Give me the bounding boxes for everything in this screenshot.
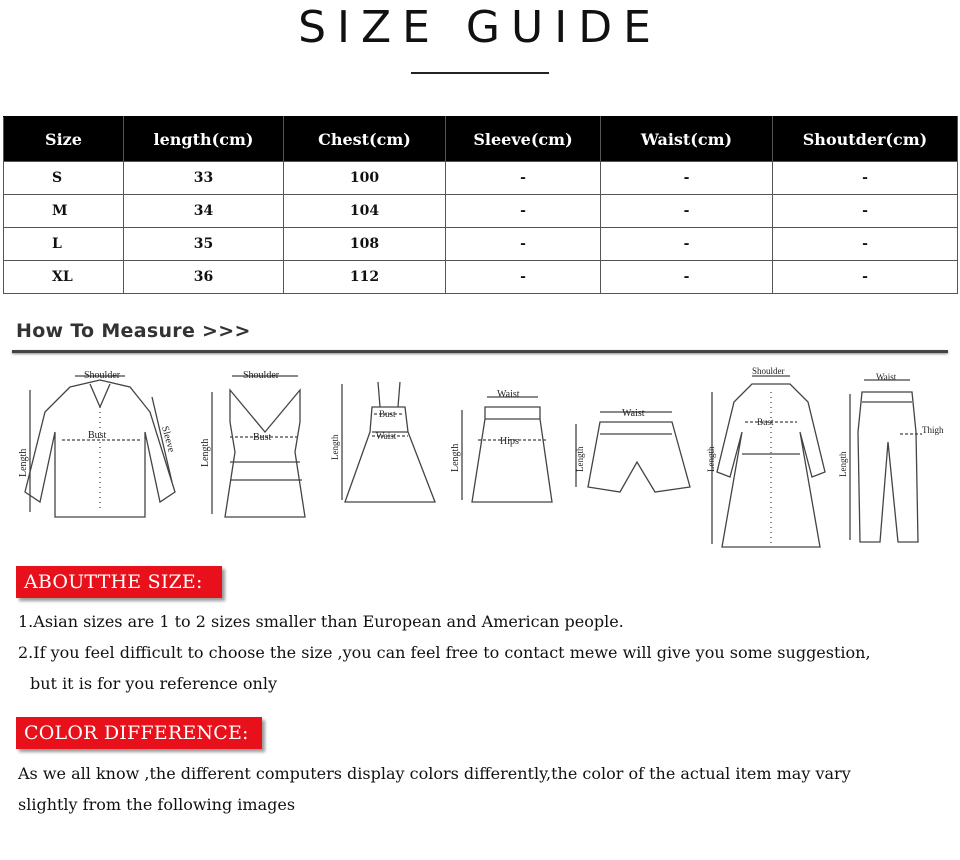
cell-shoulder: -: [773, 228, 958, 261]
waist-label: Waist: [622, 408, 645, 419]
table-header-row: [4, 117, 958, 162]
cell-length: 36: [124, 261, 284, 294]
cell-size: L: [4, 228, 124, 261]
cell-sleeve: -: [446, 228, 601, 261]
how-to-measure-heading: How To Measure >>>: [16, 320, 251, 342]
cell-sleeve: -: [446, 195, 601, 228]
measurement-diagrams: [0, 362, 960, 552]
sleeve-label: Sleeve: [159, 424, 177, 454]
length-label: Length: [330, 434, 340, 460]
cell-chest: 104: [284, 195, 446, 228]
cell-length: 33: [124, 162, 284, 195]
header-chest: Chest(cm): [284, 117, 446, 162]
cell-shoulder: -: [773, 162, 958, 195]
length-label: Length: [450, 443, 461, 472]
waist-label: Waist: [497, 389, 520, 400]
about-line-3: but it is for you reference only: [30, 674, 277, 693]
color-difference-badge: COLOR DIFFERENCE:: [16, 717, 262, 749]
length-label: Length: [838, 451, 848, 477]
coat-diagram: [706, 366, 825, 547]
table-row: [4, 228, 958, 261]
cell-waist: -: [601, 228, 773, 261]
page-title: SIZE GUIDE: [298, 2, 662, 53]
cell-sleeve: -: [446, 162, 601, 195]
color-line-2: slightly from the following images: [18, 795, 296, 814]
header-length: length(cm): [124, 117, 284, 162]
length-label: Length: [18, 448, 29, 477]
header-waist: Waist(cm): [601, 117, 773, 162]
header-shoulder: Shoutder(cm): [773, 117, 958, 162]
waist-label: Waist: [876, 372, 897, 382]
bust-label: Bust: [757, 417, 774, 427]
thigh-label: Thigh: [922, 425, 944, 435]
pants-diagram: [838, 372, 944, 542]
table-row: [4, 261, 958, 294]
top-diagram: [200, 370, 305, 517]
table-row: [4, 162, 958, 195]
cell-waist: -: [601, 195, 773, 228]
bust-label: Bust: [88, 430, 107, 441]
cell-sleeve: -: [446, 261, 601, 294]
shoulder-label: Shoulder: [243, 370, 280, 381]
about-line-2: 2.If you feel difficult to choose the size ,you can feel free to contact mewe will give you some suggestion,: [18, 643, 871, 662]
table-row: [4, 195, 958, 228]
shorts-diagram: [575, 408, 690, 492]
length-label: Length: [575, 446, 585, 472]
size-table: [3, 116, 958, 294]
cell-waist: -: [601, 261, 773, 294]
cell-waist: -: [601, 162, 773, 195]
about-line-1: 1.Asian sizes are 1 to 2 sizes smaller than European and American people.: [18, 612, 624, 631]
skirt-diagram: [450, 389, 552, 502]
cell-length: 34: [124, 195, 284, 228]
shirt-diagram: [18, 370, 177, 517]
cell-shoulder: -: [773, 195, 958, 228]
title-underline: [411, 72, 549, 74]
cell-chest: 112: [284, 261, 446, 294]
dress-diagram: [330, 382, 435, 502]
cell-chest: 108: [284, 228, 446, 261]
cell-length: 35: [124, 228, 284, 261]
cell-shoulder: -: [773, 261, 958, 294]
cell-chest: 100: [284, 162, 446, 195]
length-label: Length: [706, 446, 716, 472]
cell-size: M: [4, 195, 124, 228]
waist-label: Waist: [376, 431, 397, 441]
shoulder-label: Shoulder: [84, 370, 121, 381]
bust-label: Bust: [253, 432, 272, 443]
length-label: Length: [200, 438, 211, 467]
shoulder-label: Shoulder: [752, 366, 785, 376]
header-sleeve: Sleeve(cm): [446, 117, 601, 162]
color-line-1: As we all know ,the different computers display colors differently,the color of the actual item may vary: [18, 764, 851, 783]
hips-label: Hips: [500, 436, 519, 447]
cell-size: S: [4, 162, 124, 195]
section-divider: [12, 350, 948, 353]
bust-label: Bust: [379, 409, 396, 419]
cell-size: XL: [4, 261, 124, 294]
header-size: Size: [4, 117, 124, 162]
about-size-badge: ABOUTTHE SIZE:: [16, 566, 222, 598]
